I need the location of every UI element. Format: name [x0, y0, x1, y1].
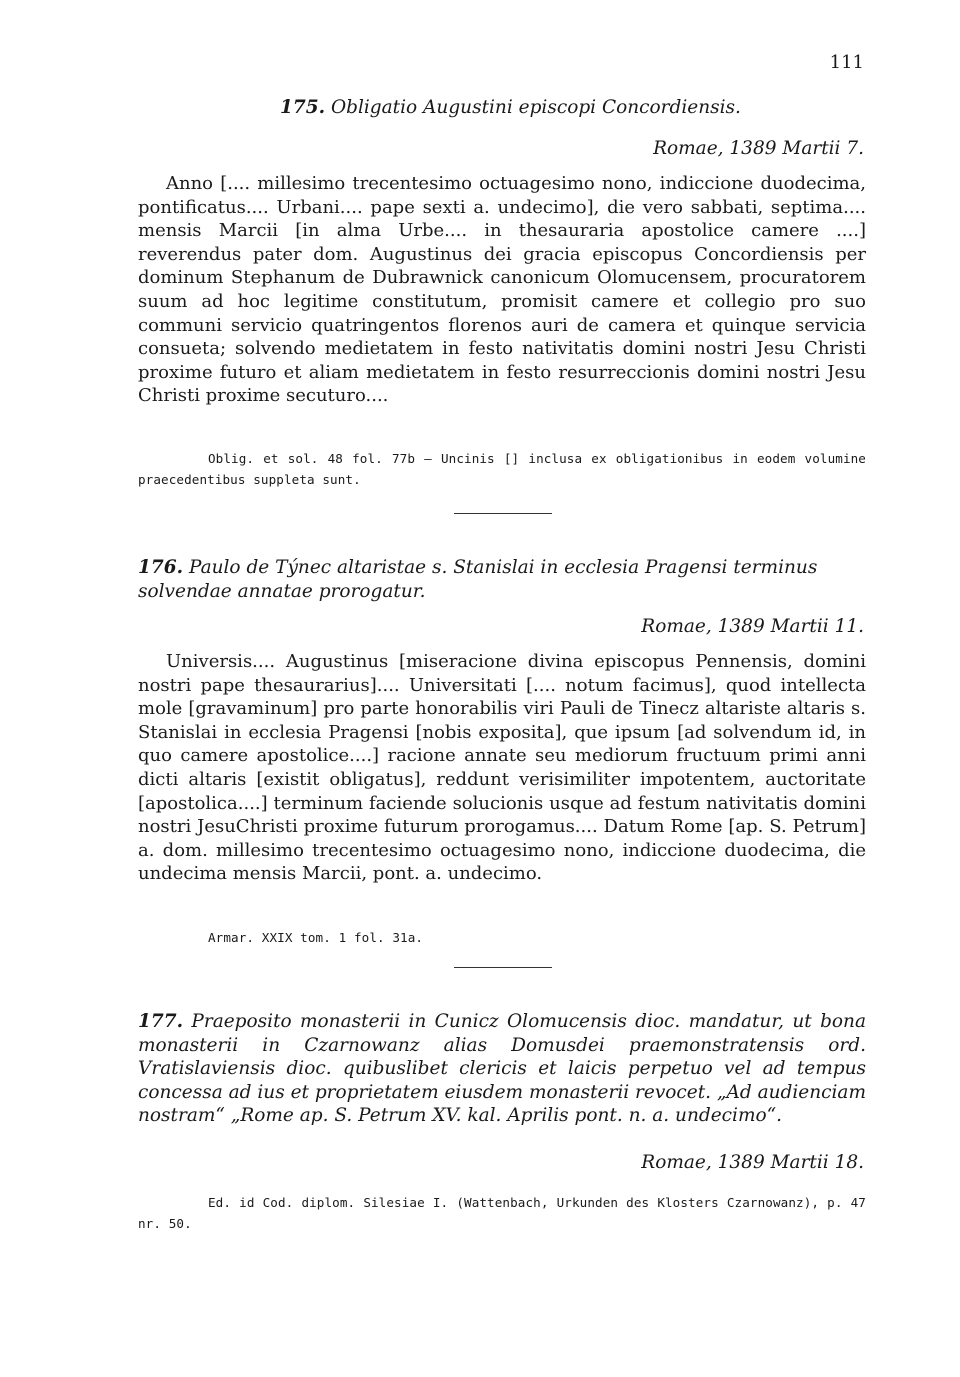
entry-176-note: Armar. XXIX tom. 1 fol. 31a. [208, 930, 424, 945]
entry-175-title [280, 96, 780, 120]
divider-2 [454, 967, 552, 968]
entry-177-heading: Praeposito monasterii in Cunicz Olomucensis dioc. mandatur, ut bona monasterii in Czarnowanz alias Domusdei praemonstratensis ord. Vratislaviensis dioc. quibuslibet clericis et laicis perpetuo vel ad tempus concessa ad ius et proprietatem eiusdem monasterii revocet. „Ad audienciam nostram“ „Rome ap. S. Petrum XV. kal. Aprilis pont. n. a. undecimo“. [138, 1011, 867, 1126]
entry-175-note: Oblig. et sol. 48 fol. 77b — Uncinis [] inclusa ex obligationibus in eodem volumine praecedentibus suppleta sunt. [138, 451, 866, 487]
entry-176-number: 176. [138, 557, 184, 578]
entry-175-heading: Obligatio Augustini episcopi Concordiensis. [330, 97, 741, 118]
entry-176-title [138, 556, 866, 604]
entry-175-date: Romae, 1389 Martii 7. [653, 138, 864, 159]
entry-177-number: 177. [138, 1011, 184, 1032]
entry-176-body: Universis.... Augustinus [miseracione divina episcopus Pennensis, domini nostri pape thesaurarius].... Universitati [.... notum facimus], quod intellecta mole [gravaminum] pro parte honorabilis viri Pauli de Tinecz altariste altaris s. Stanislai in ecclesia Pragensi [nobis exposita], que ipsum [ad solvendum id, in quo camere apostolice....] racione annate seu mediorum fructuum primi anni dicti altaris [existit obligatus], reddunt verisimiliter impotentem, auctoritate [apostolica....] terminum faciende solucionis usque ad festum nativitatis domini nostri JesuChristi proxime futurum prorogamus.... Datum Rome [ap. S. Petrum] a. dom. millesimo trecentesimo octuagesimo nono, indiccione duodecima, die undecima mensis Marcii, pont. a. undecimo. [138, 651, 866, 885]
entry-175-body: Anno [.... millesimo trecentesimo octuagesimo nono, indiccione duodecima, pontificatus.... Urbani.... pape sexti a. undecimo], die vero sabbati, septima.... mensis Marcii [in alma Urbe.... in thesauraria apostolice camere ....] reverendus pater dom. Augustinus dei gracia episcopus Concordiensis per dominum Stephanum de Dubrawnick canonicum Olomucensem, procuratorem suum ad hoc legitime constitutum, promisit camere et collegio pro suo communi servicio quatringentos florenos auri de camera et quinque servicia consueta; solvendo medietatem in festo nativitatis domini nostri Jesu Christi proxime futuro et aliam medietatem in festo resurreccionis domini nostri Jesu Christi proxime secuturo.... [138, 173, 866, 407]
entry-177-title [138, 1010, 866, 1128]
entry-177-note: Ed. id Cod. diplom. Silesiae I. (Wattenbach, Urkunden des Klosters Czarnowanz), p. 47 nr. 50. [138, 1195, 866, 1231]
entry-176-heading: Paulo de Týnec altaristae s. Stanislai in ecclesia Pragensi terminus solvendae annatae prorogatur. [138, 557, 818, 602]
divider-1 [454, 513, 552, 514]
page-number: 111 [829, 52, 864, 73]
entry-177-date: Romae, 1389 Martii 18. [641, 1152, 864, 1173]
entry-175-number: 175. [280, 97, 326, 118]
entry-176-date: Romae, 1389 Martii 11. [641, 616, 864, 637]
